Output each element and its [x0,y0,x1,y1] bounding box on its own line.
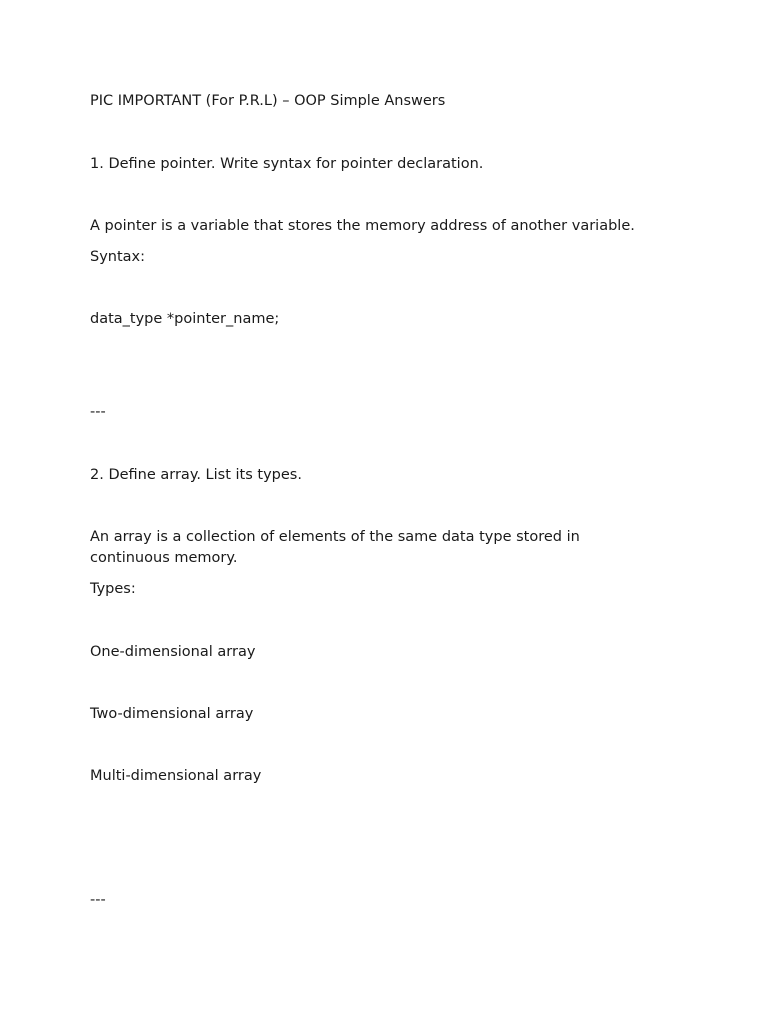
answer-1: A pointer is a variable that stores the memory address of another variable. [90,218,635,234]
section-separator: --- [90,892,106,908]
page-title: PIC IMPORTANT (For P.R.L) – OOP Simple Answers [90,93,446,109]
list-item: Multi-dimensional array [90,768,262,784]
question-1: 1. Define pointer. Write syntax for pointer declaration. [90,156,484,172]
section-separator: --- [90,404,106,420]
answer-2: An array is a collection of elements of the same data type stored in continuous memory. [90,529,585,566]
question-2: 2. Define array. List its types. [90,467,302,483]
list-item: Two-dimensional array [90,706,254,722]
syntax-code: data_type *pointer_name; [90,311,280,327]
list-item: One-dimensional array [90,644,256,660]
types-label: Types: [90,581,136,597]
syntax-label: Syntax: [90,249,146,265]
